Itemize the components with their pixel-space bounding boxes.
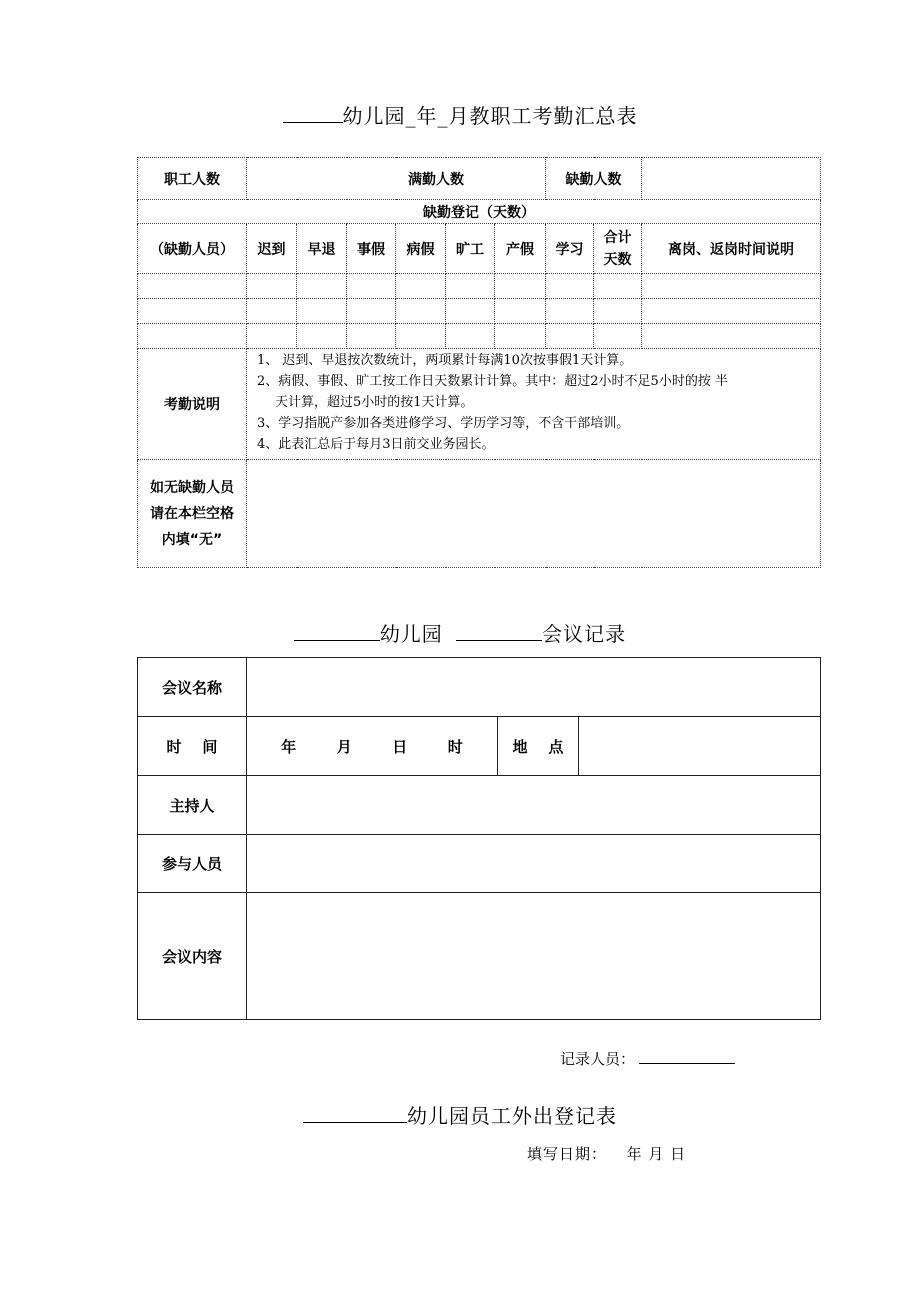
cell[interactable] [594, 274, 642, 299]
note-2-cont: 天计算，超过5小时的按1天计算。 [275, 395, 474, 410]
title-blank [294, 622, 380, 641]
col-leave-return-note: 离岗、返岗时间说明 [642, 224, 821, 274]
cell[interactable] [642, 299, 821, 324]
total-days-line2: 天数 [603, 251, 632, 268]
title-blank [283, 104, 343, 123]
col-sick-leave: 病假 [396, 224, 446, 274]
date-label: 填写日期： [527, 1145, 608, 1163]
meeting-table [137, 657, 821, 1020]
no-absence-line3: 内填“无” [161, 531, 223, 548]
meeting-time-cell[interactable] [247, 717, 498, 776]
col-absenteeism: 旷工 [446, 224, 495, 274]
cell[interactable] [446, 299, 495, 324]
time-month: 月 [336, 737, 352, 756]
cell[interactable] [138, 324, 247, 349]
no-absence-line1: 如无缺勤人员 [150, 479, 234, 496]
col-total-days [594, 224, 642, 274]
cell[interactable] [297, 324, 347, 349]
table-row [138, 324, 821, 349]
time-year: 年 [281, 737, 297, 756]
cell[interactable] [138, 299, 247, 324]
cell[interactable] [546, 274, 594, 299]
cell[interactable] [247, 299, 297, 324]
register-header: 缺勤登记（天数） [138, 200, 821, 224]
note-3: 3、学习指脱产参加各类进修学习、学历学习等，不含干部培训。 [257, 416, 630, 431]
meeting-title-kindergarten: 幼儿园 [379, 622, 443, 646]
meeting-name-cell[interactable] [247, 658, 821, 717]
meeting-host-label: 主持人 [138, 776, 247, 835]
time-hour: 时 [447, 737, 463, 756]
col-late: 迟到 [247, 224, 297, 274]
col-personal-leave: 事假 [347, 224, 396, 274]
meeting-content-label: 会议内容 [138, 893, 247, 1020]
cell[interactable] [347, 274, 396, 299]
cell[interactable] [546, 299, 594, 324]
attendance-table [137, 157, 821, 568]
cell[interactable] [642, 274, 821, 299]
cell[interactable] [594, 324, 642, 349]
total-days-line1: 合计 [603, 229, 632, 246]
note-4: 4、此表汇总后于每月3日前交业务园长。 [257, 437, 495, 452]
cell[interactable] [297, 299, 347, 324]
date-year: 年 [626, 1145, 643, 1163]
no-absence-cell[interactable] [247, 460, 821, 568]
title-blank [456, 622, 542, 641]
cell[interactable] [247, 324, 297, 349]
no-absence-label [138, 460, 247, 568]
meeting-name-label: 会议名称 [138, 658, 247, 717]
col-study: 学习 [546, 224, 594, 274]
full-attendance-label: 满勤人数 [247, 158, 546, 200]
cell[interactable] [297, 274, 347, 299]
cell[interactable] [396, 324, 446, 349]
cell[interactable] [446, 274, 495, 299]
cell[interactable] [138, 274, 247, 299]
cell[interactable] [396, 274, 446, 299]
meeting-place-label: 地 点 [498, 717, 579, 776]
col-early-leave: 早退 [297, 224, 347, 274]
cell[interactable] [546, 324, 594, 349]
time-day: 日 [392, 737, 408, 756]
cell[interactable] [495, 324, 546, 349]
meeting-title [0, 618, 920, 647]
recorder-label: 记录人员： [560, 1050, 636, 1068]
date-month: 月 [648, 1145, 665, 1163]
note-2: 2、病假、事假、旷工按工作日天数累计计算。其中：超过2小时不足5小时的按 半 [257, 374, 728, 389]
no-absence-line2: 请在本栏空格 [150, 505, 234, 522]
date-day: 日 [670, 1145, 687, 1163]
fill-date [527, 1143, 686, 1164]
cell[interactable] [446, 324, 495, 349]
absent-count-label: 缺勤人数 [546, 158, 642, 200]
meeting-participants-cell[interactable] [247, 835, 821, 893]
recorder-blank[interactable] [639, 1047, 735, 1064]
notes-label: 考勤说明 [138, 349, 247, 460]
meeting-content-cell[interactable] [247, 893, 821, 1020]
meeting-place-cell[interactable] [579, 717, 821, 776]
cell[interactable] [347, 324, 396, 349]
absent-count-cell[interactable] [642, 158, 821, 200]
outing-title [0, 1100, 920, 1129]
cell[interactable] [347, 299, 396, 324]
cell[interactable] [396, 299, 446, 324]
cell[interactable] [594, 299, 642, 324]
cell[interactable] [495, 274, 546, 299]
attendance-title-text: 幼儿园_年_月教职工考勤汇总表 [342, 104, 638, 128]
meeting-time-label: 时 间 [138, 717, 247, 776]
table-row [138, 299, 821, 324]
title-blank [303, 1104, 407, 1123]
attendance-title [0, 100, 920, 129]
outing-title-text: 幼儿园员工外出登记表 [407, 1104, 617, 1128]
col-maternity: 产假 [495, 224, 546, 274]
meeting-host-cell[interactable] [247, 776, 821, 835]
note-1: 1、 迟到、早退按次数统计，两项累计每满10次按事假1天计算。 [257, 353, 633, 368]
meeting-participants-label: 参与人员 [138, 835, 247, 893]
cell[interactable] [495, 299, 546, 324]
staff-count-label: 职工人数 [138, 158, 247, 200]
notes-body [247, 349, 821, 460]
table-row [138, 274, 821, 299]
cell[interactable] [247, 274, 297, 299]
recorder-line [560, 1047, 735, 1069]
col-absentee: （缺勤人员） [138, 224, 247, 274]
meeting-title-record: 会议记录 [542, 622, 627, 646]
cell[interactable] [642, 324, 821, 349]
